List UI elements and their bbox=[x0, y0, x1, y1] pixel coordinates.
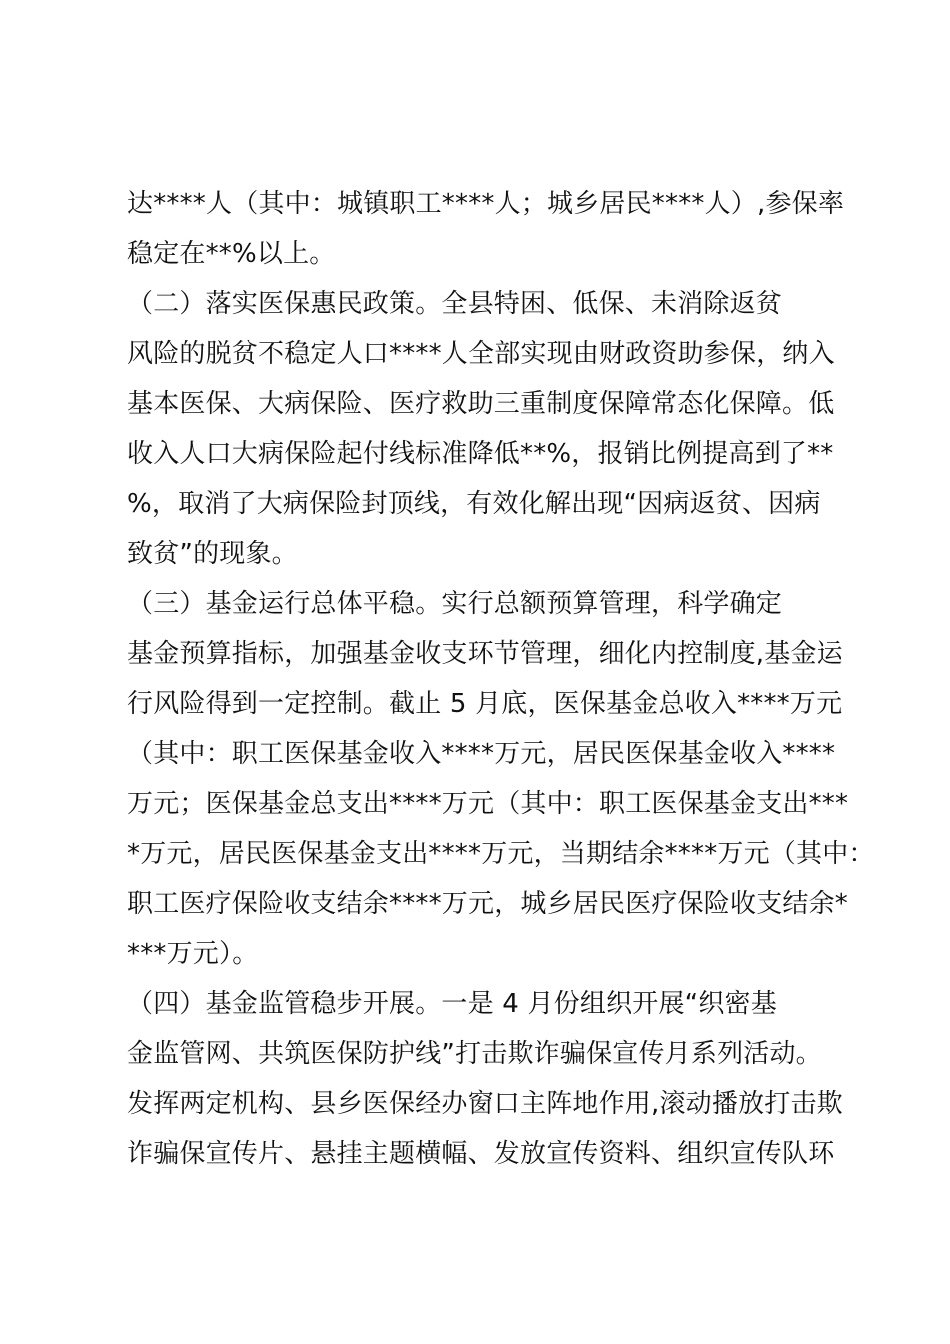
text-line: 行风险得到一定控制。截止 5 月底，医保基金总收入****万元 bbox=[127, 689, 843, 719]
text-line: 风险的脱贫不稳定人口****人全部实现由财政资助参保，纳入 bbox=[127, 339, 835, 369]
text-line: （二）落实医保惠民政策。全县特困、低保、未消除返贫 bbox=[127, 289, 783, 319]
text-line: *万元，居民医保基金支出****万元，当期结余****万元（其中： bbox=[127, 839, 875, 869]
text-line: 基本医保、大病保险、医疗救助三重制度保障常态化保障。低 bbox=[127, 389, 835, 419]
text-line: 致贫”的现象。 bbox=[127, 539, 298, 569]
text-line: （四）基金监管稳步开展。一是 4 月份组织开展“织密基 bbox=[127, 989, 777, 1019]
text-line: 职工医疗保险收支结余****万元，城乡居民医疗保险收支结余* bbox=[127, 889, 849, 919]
text-line: 诈骗保宣传片、悬挂主题横幅、发放宣传资料、组织宣传队环 bbox=[127, 1139, 835, 1169]
text-line: 万元；医保基金总支出****万元（其中：职工医保基金支出*** bbox=[127, 789, 849, 819]
text-line: 稳定在**%以上。 bbox=[127, 239, 336, 269]
text-line: 收入人口大病保险起付线标准降低**%，报销比例提高到了** bbox=[127, 439, 834, 469]
text-line: 发挥两定机构、县乡医保经办窗口主阵地作用,滚动播放打击欺 bbox=[127, 1089, 843, 1119]
text-line: 金监管网、共筑医保防护线”打击欺诈骗保宣传月系列活动。 bbox=[127, 1039, 822, 1069]
text-line: 达****人（其中：城镇职工****人；城乡居民****人）,参保率 bbox=[127, 189, 845, 219]
text-line: %，取消了大病保险封顶线，有效化解出现“因病返贫、因病 bbox=[127, 489, 821, 519]
text-line: ***万元）。 bbox=[127, 939, 259, 969]
text-line: （三）基金运行总体平稳。实行总额预算管理，科学确定 bbox=[127, 589, 783, 619]
text-line: 基金预算指标，加强基金收支环节管理，细化内控制度,基金运 bbox=[127, 639, 843, 669]
text-line: （其中：职工医保基金收入****万元，居民医保基金收入**** bbox=[127, 739, 836, 769]
